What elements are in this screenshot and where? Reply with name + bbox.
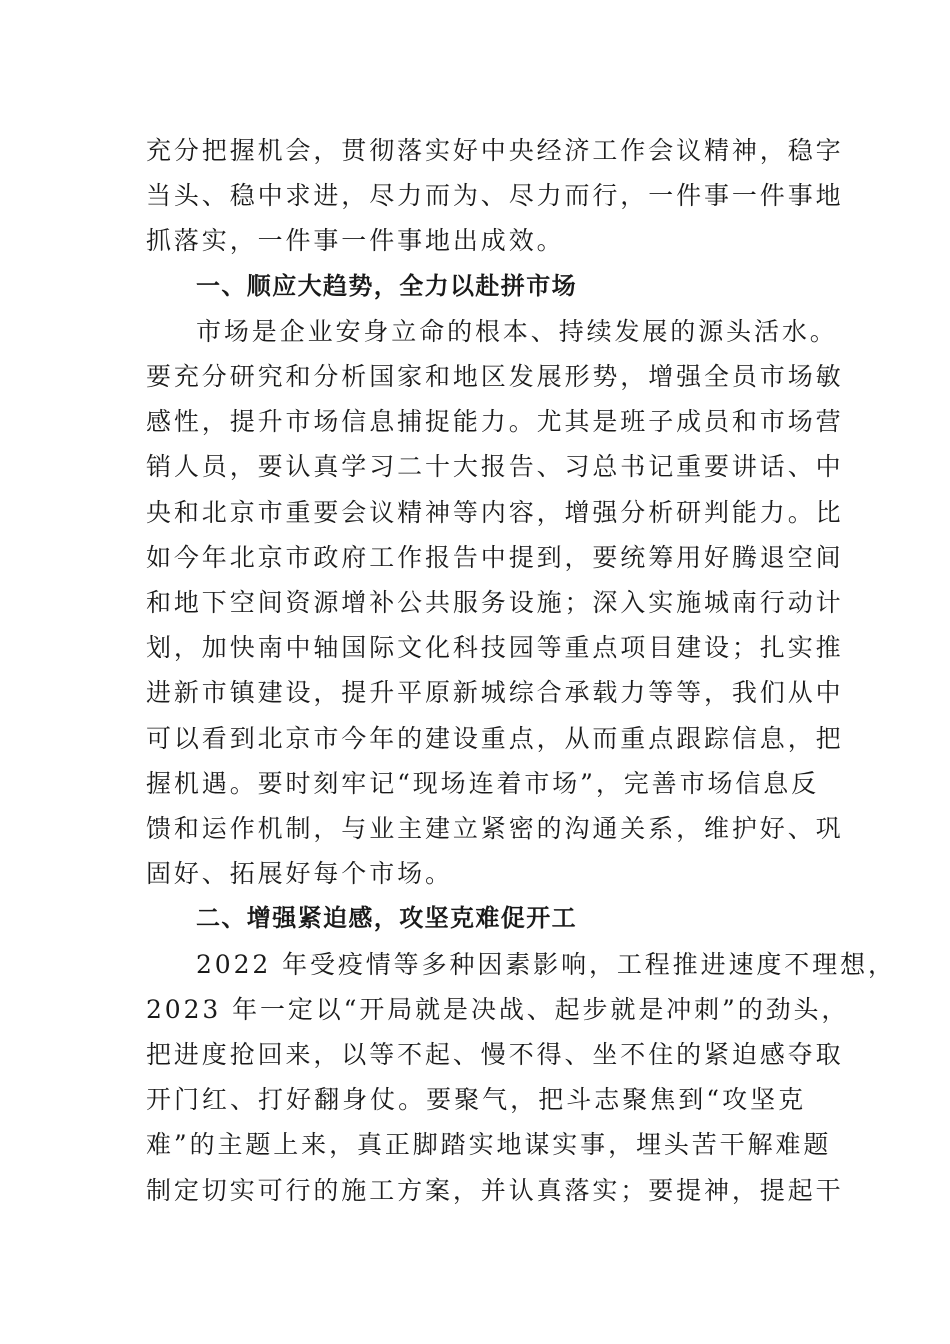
text-line: 抓落实，一件事一件事地出成效。 bbox=[146, 226, 565, 256]
intro-paragraph bbox=[146, 128, 844, 264]
text-line: 2022 年受疫情等多种因素影响，工程推进速度不理想， bbox=[196, 949, 896, 979]
text-line: 握机遇。要时刻牢记“现场连着市场”，完善市场信息反 bbox=[146, 768, 820, 798]
text-line: 制定切实可行的施工方案，并认真落实；要提神，提起干 bbox=[146, 1175, 844, 1205]
text-line: 划，加快南中轴国际文化科技园等重点项目建设；扎实推 bbox=[146, 633, 844, 663]
section-2-paragraph bbox=[146, 942, 896, 1213]
section-heading-2: 二、增强紧迫感，攻坚克难促开工 bbox=[196, 904, 577, 933]
text-line: 2023 年一定以“开局就是决战、起步就是冲刺”的劲头， bbox=[146, 994, 850, 1024]
text-line: 感性，提升市场信息捕捉能力。尤其是班子成员和市场营 bbox=[146, 407, 844, 437]
text-line: 央和北京市重要会议精神等内容，增强分析研判能力。比 bbox=[146, 497, 844, 527]
section-heading-1: 一、顺应大趋势，全力以赴拼市场 bbox=[196, 271, 577, 300]
text-line: 市场是企业安身立命的根本、持续发展的源头活水。 bbox=[196, 316, 838, 346]
text-line: 要充分研究和分析国家和地区发展形势，增强全员市场敏 bbox=[146, 362, 844, 392]
text-line: 开门红、打好翻身仗。要聚气，把斗志聚焦到“攻坚克 bbox=[146, 1085, 806, 1115]
text-line: 充分把握机会，贯彻落实好中央经济工作会议精神，稳字 bbox=[146, 136, 844, 165]
text-line: 销人员，要认真学习二十大报告、习总书记重要讲话、中 bbox=[146, 452, 844, 482]
document-body bbox=[146, 128, 896, 1213]
text-line: 难”的主题上来，真正脚踏实地谋实事，埋头苦干解难题 bbox=[146, 1130, 832, 1160]
text-line: 进新市镇建设，提升平原新城综合承载力等等，我们从中 bbox=[146, 678, 844, 708]
section-1-paragraph bbox=[146, 309, 844, 897]
text-line: 可以看到北京市今年的建设重点，从而重点跟踪信息，把 bbox=[146, 723, 844, 753]
text-line: 把进度抢回来，以等不起、慢不得、坐不住的紧迫感夺取 bbox=[146, 1040, 844, 1070]
text-line: 馈和运作机制，与业主建立紧密的沟通关系，维护好、巩 bbox=[146, 814, 844, 844]
text-line: 如今年北京市政府工作报告中提到，要统筹用好腾退空间 bbox=[146, 542, 844, 572]
text-line: 固好、拓展好每个市场。 bbox=[146, 859, 453, 889]
text-line: 当头、稳中求进，尽力而为、尽力而行，一件事一件事地 bbox=[146, 181, 844, 211]
text-line: 和地下空间资源增补公共服务设施；深入实施城南行动计 bbox=[146, 588, 844, 618]
